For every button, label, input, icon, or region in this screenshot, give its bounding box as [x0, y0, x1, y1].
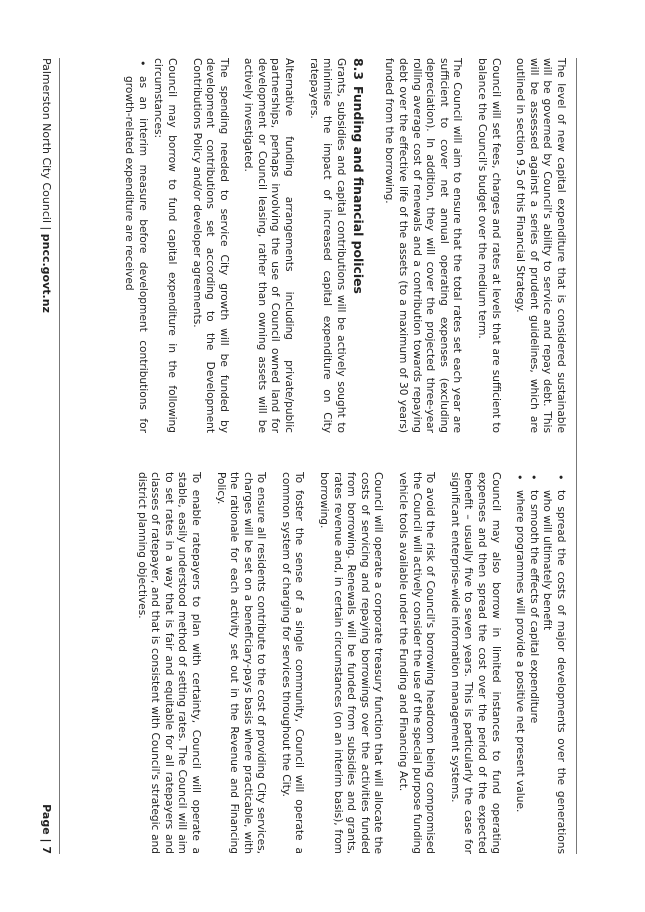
- paragraph-total-rates: The Council will aim to ensure that the total rates set each year are sufficient to cover net annual operating expenses (excluding depreciation). In addition, they will cover the projected three-year rolling average cost of renewals and a contribution towards repaying debt over the effective life of the assets (to a maximum of 30 years) funded from the borrowing.: [383, 58, 464, 433]
- right-column: [123, 472, 567, 854]
- page-number: Page | 7: [40, 804, 53, 854]
- header-rule: [576, 58, 577, 854]
- paragraph-capital-expenditure: The level of new capital expenditure that is considered sustainable will be governed by Council's ability to service and repay debt. This will be assessed against a series of prudent guidelines, which are outlined in section 9.5 of this Financial Strategy.: [514, 58, 567, 433]
- paragraph-beneficiary-pays: To ensure all residents contribute to the cost of providing City services, charges will be set on a beneficiary-pays basis where practicable, with the rationale for each activity set out in the Revenue and Financing Policy.: [214, 472, 268, 854]
- list-item: • to spread the costs of major developments over the generations who will ultimately benefit: [540, 472, 567, 854]
- section-heading-8-3: [351, 58, 366, 433]
- left-column: [111, 58, 567, 433]
- footer-separator: |: [40, 223, 53, 234]
- paragraph-operating-expenses: Council may also borrow in limited instances to fund operating expenses and then spread the cost over the period of the expected benefit – usually five to seven years. This is particularly the case for significant enterprise-wide information management systems.: [448, 472, 502, 854]
- footer-rule: [59, 58, 60, 854]
- paragraph-stable-rates: To enable ratepayers to plan with certainty, Council will operate a stable, easily understood method of setting rates. The Council will aim to set rates in a way that is fair and equitable for all ratepayers and classes of ratepayer, and that is consistent with Council's strategic and district planning objectives.: [135, 472, 202, 854]
- section-number: 8.3: [350, 58, 366, 80]
- paragraph-borrowing-circumstances: Council may borrow to fund capital expenditure in the following circumstances:: [152, 58, 178, 433]
- footer-org-name: Palmerston North City Council: [40, 58, 53, 224]
- borrowing-bullet-list: [122, 58, 149, 433]
- section-title: Funding and financial policies: [350, 86, 366, 294]
- paragraph-fees-charges: Council will set fees, charges and rates at levels that are sufficient to balance the Council's budget over the medium term.: [476, 58, 502, 433]
- paragraph-treasury-function: Council will operate a corporate treasury function that will allocate the costs of servicing and repaying borrowings over the activities funded from borrowing. Renewals will be funded from subsidies and grants, rates revenue and, in certain circumstances (on an interim basis), from borrowing.: [318, 472, 385, 854]
- list-item: • to smooth the effects of capital expenditure: [526, 472, 540, 854]
- paragraph-borrowing-headroom: To avoid the risk of Council's borrowing headroom being compromised the Council will actively consider the use of the special purpose funding vehicle tools available under the Funding and Financing Act.: [397, 472, 437, 854]
- paragraph-single-community: To foster the sense of a single community, Council will operate a common system of charging for services throughout the City.: [279, 472, 306, 854]
- paragraph-alternative-funding: Alternative funding arrangements including private/public partnerships, perhaps involving the use of Council owned land for development or Council leasing, rather than owning assets will be actively investigated.: [242, 58, 296, 433]
- footer-org: [39, 58, 53, 313]
- list-item: • where programmes will provide a positive net present value.: [513, 472, 527, 854]
- paragraph-development-contributions: The spending needed to service City growth will be funded by development contributions set according to the Development Contributions Policy and/or developer agreements.: [190, 58, 230, 433]
- borrowing-bullet-list-continued: [513, 472, 567, 854]
- list-item: • as an interim measure before development contributions for growth-related expenditure are received: [122, 58, 149, 433]
- paragraph-grants-subsidies: Grants, subsidies and capital contributions will be actively sought to minimise the impact of increased capital expenditure on City ratepayers.: [307, 58, 347, 433]
- footer-website-link[interactable]: pncc.govt.nz: [40, 233, 53, 313]
